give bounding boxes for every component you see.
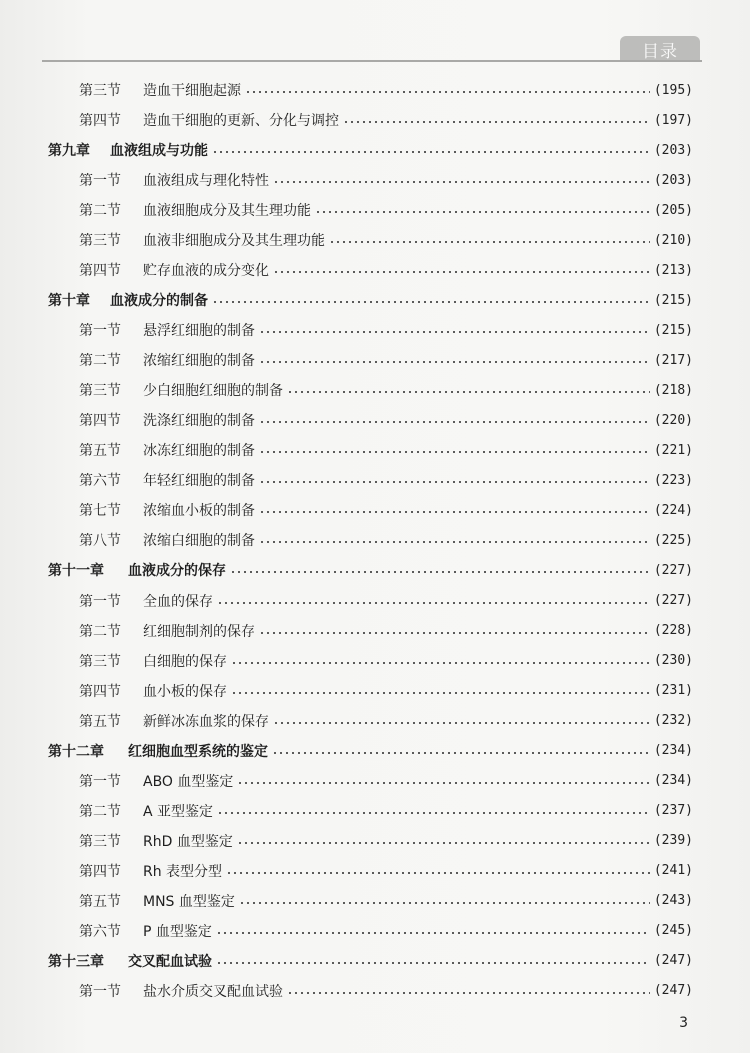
- section-title: Rh 表型分型: [143, 863, 223, 880]
- toc-chapter-row: [0, 289, 750, 311]
- page-reference: (228): [653, 623, 693, 639]
- section-number: 第四节: [79, 263, 121, 280]
- toc-section-row: [0, 439, 750, 461]
- chapter-number: 第十三章: [48, 953, 104, 970]
- section-number: 第一节: [79, 983, 121, 1000]
- dot-leader: [287, 391, 650, 393]
- dot-leader: [230, 571, 650, 573]
- section-title: 造血干细胞的更新、分化与调控: [143, 113, 339, 130]
- page-reference: (213): [653, 262, 693, 278]
- section-title: 洗涤红细胞的制备: [143, 413, 255, 430]
- dot-leader: [273, 722, 650, 724]
- section-title: 年轻红细胞的制备: [143, 473, 255, 490]
- section-title: 血液非细胞成分及其生理功能: [143, 233, 325, 250]
- toc-section-row: [0, 710, 750, 732]
- page-reference: (227): [653, 593, 693, 608]
- page-reference: (234): [653, 773, 693, 789]
- section-number: 第四节: [79, 683, 121, 700]
- toc-chapter-row: [0, 740, 750, 762]
- chapter-number: 第十章: [48, 293, 90, 310]
- page-reference: (205): [653, 202, 693, 218]
- section-title: 浓缩红细胞的制备: [143, 353, 255, 370]
- section-title: 造血干细胞起源: [143, 83, 241, 99]
- toc-section-row: [0, 800, 750, 822]
- section-title: 红细胞制剂的保存: [143, 623, 255, 640]
- section-number: 第四节: [79, 863, 121, 880]
- toc-chapter-row: [0, 139, 750, 161]
- dot-leader: [259, 481, 650, 483]
- chapter-title: 血液成分的制备: [110, 293, 208, 310]
- toc-chapter-row: [0, 559, 750, 581]
- section-number: 第三节: [79, 83, 121, 99]
- section-title: 冰冻红细胞的制备: [143, 443, 255, 460]
- dot-leader: [259, 421, 650, 423]
- toc-section-row: [0, 620, 750, 642]
- page-reference: (195): [653, 82, 693, 98]
- page-reference: (234): [653, 743, 693, 759]
- toc-section-row: [0, 830, 750, 852]
- page-reference: (243): [653, 893, 693, 909]
- dot-leader: [287, 992, 650, 994]
- toc-section-row: [0, 529, 750, 551]
- chapter-title: 血液组成与功能: [110, 143, 208, 160]
- dot-leader: [343, 121, 650, 123]
- page-reference: (220): [653, 412, 693, 428]
- section-title: 少白细胞红细胞的制备: [143, 383, 283, 400]
- page-reference: (215): [653, 292, 693, 308]
- dot-leader: [237, 782, 650, 784]
- dot-leader: [272, 752, 650, 754]
- dot-leader: [216, 962, 650, 964]
- section-number: 第四节: [79, 113, 121, 130]
- section-number: 第一节: [79, 773, 121, 790]
- dot-leader: [259, 451, 650, 453]
- section-title: MNS 血型鉴定: [143, 893, 235, 910]
- section-title: RhD 血型鉴定: [143, 833, 233, 850]
- dot-leader: [273, 181, 650, 183]
- toc-section-row: [0, 169, 750, 191]
- dot-leader: [315, 211, 650, 213]
- page-reference: (247): [653, 953, 693, 969]
- page-reference: (232): [653, 713, 693, 729]
- section-title: ABO 血型鉴定: [143, 773, 234, 790]
- toc-section-row: [0, 109, 750, 131]
- section-title: 血小板的保存: [143, 683, 227, 700]
- toc-section-row: [0, 920, 750, 942]
- section-title: 白细胞的保存: [143, 653, 227, 670]
- page-reference: (231): [653, 683, 693, 699]
- section-title: 新鲜冰冻血浆的保存: [143, 713, 269, 730]
- section-title: 血液细胞成分及其生理功能: [143, 203, 311, 220]
- section-number: 第四节: [79, 413, 121, 430]
- page-reference: (247): [653, 983, 693, 999]
- section-number: 第一节: [79, 323, 121, 340]
- dot-leader: [259, 541, 650, 543]
- toc-section-row: [0, 980, 750, 1002]
- section-number: 第二节: [79, 803, 121, 820]
- section-number: 第五节: [79, 893, 121, 910]
- section-number: 第二节: [79, 203, 121, 220]
- section-number: 第六节: [79, 473, 121, 490]
- page-reference: (203): [653, 142, 693, 158]
- page-reference: (223): [653, 472, 693, 488]
- dot-leader: [217, 812, 650, 814]
- chapter-number: 第九章: [48, 143, 90, 160]
- dot-leader: [245, 91, 650, 93]
- section-title: 全血的保存: [143, 593, 213, 610]
- page-reference: (239): [653, 833, 693, 849]
- toc-section-row: [0, 770, 750, 792]
- toc-section-row: [0, 199, 750, 221]
- toc-section-row: [0, 259, 750, 281]
- section-title: 浓缩血小板的制备: [143, 503, 255, 520]
- section-number: 第五节: [79, 443, 121, 460]
- contents-header-label: 目录: [642, 41, 678, 62]
- chapter-number: 第十一章: [48, 563, 104, 580]
- toc-chapter-row: [0, 950, 750, 972]
- toc-section-row: [0, 79, 750, 101]
- page-reference: (197): [653, 112, 693, 128]
- page-reference: (215): [653, 322, 693, 338]
- chapter-title: 血液成分的保存: [128, 563, 226, 580]
- toc-section-row: [0, 409, 750, 431]
- toc-section-row: [0, 860, 750, 882]
- toc-section-row: [0, 469, 750, 491]
- page-reference: (217): [653, 352, 693, 368]
- section-title: 盐水介质交叉配血试验: [143, 983, 283, 1000]
- toc-section-row: [0, 590, 750, 612]
- contents-header-tab: [620, 36, 700, 62]
- section-number: 第三节: [79, 233, 121, 250]
- section-number: 第八节: [79, 533, 121, 550]
- chapter-number: 第十二章: [48, 743, 104, 760]
- dot-leader: [259, 632, 650, 634]
- dot-leader: [259, 511, 650, 513]
- section-number: 第六节: [79, 923, 121, 940]
- dot-leader: [226, 872, 650, 874]
- dot-leader: [259, 361, 650, 363]
- toc-section-row: [0, 650, 750, 672]
- dot-leader: [329, 241, 650, 243]
- dot-leader: [273, 271, 650, 273]
- dot-leader: [217, 602, 650, 604]
- page-reference: (237): [653, 803, 693, 819]
- section-title: 贮存血液的成分变化: [143, 263, 269, 280]
- dot-leader: [237, 842, 650, 844]
- page-reference: (245): [653, 923, 693, 939]
- page-reference: (221): [653, 442, 693, 458]
- section-title: A 亚型鉴定: [143, 803, 214, 820]
- section-title: 血液组成与理化特性: [143, 173, 269, 190]
- page-number: 3: [679, 1015, 688, 1031]
- toc-section-row: [0, 349, 750, 371]
- dot-leader: [212, 151, 650, 153]
- dot-leader: [212, 301, 650, 303]
- section-number: 第三节: [79, 833, 121, 850]
- page-reference: (225): [653, 532, 693, 548]
- section-number: 第一节: [79, 173, 121, 190]
- section-number: 第三节: [79, 383, 121, 400]
- dot-leader: [231, 692, 650, 694]
- toc-section-row: [0, 499, 750, 521]
- page-reference: (210): [653, 232, 693, 248]
- section-title: 浓缩白细胞的制备: [143, 533, 255, 550]
- page-reference: (227): [653, 562, 693, 578]
- dot-leader: [216, 932, 650, 934]
- toc-section-row: [0, 319, 750, 341]
- toc-section-row: [0, 680, 750, 702]
- page-reference: (203): [653, 172, 693, 188]
- section-number: 第七节: [79, 503, 121, 520]
- section-title: P 血型鉴定: [143, 923, 212, 940]
- section-number: 第二节: [79, 623, 121, 640]
- page-reference: (241): [653, 863, 693, 879]
- chapter-title: 交叉配血试验: [128, 953, 212, 970]
- page-reference: (218): [653, 382, 693, 398]
- dot-leader: [231, 662, 650, 664]
- section-number: 第二节: [79, 353, 121, 370]
- chapter-title: 红细胞血型系统的鉴定: [128, 743, 268, 760]
- dot-leader: [239, 902, 650, 904]
- section-title: 悬浮红细胞的制备: [143, 323, 255, 340]
- page-reference: (230): [653, 653, 693, 669]
- toc-section-row: [0, 890, 750, 912]
- section-number: 第一节: [79, 593, 121, 610]
- dot-leader: [259, 331, 650, 333]
- section-number: 第三节: [79, 653, 121, 670]
- toc-section-row: [0, 379, 750, 401]
- page-reference: (224): [653, 502, 693, 518]
- header-rule: [42, 60, 702, 62]
- section-number: 第五节: [79, 713, 121, 730]
- toc-section-row: [0, 229, 750, 251]
